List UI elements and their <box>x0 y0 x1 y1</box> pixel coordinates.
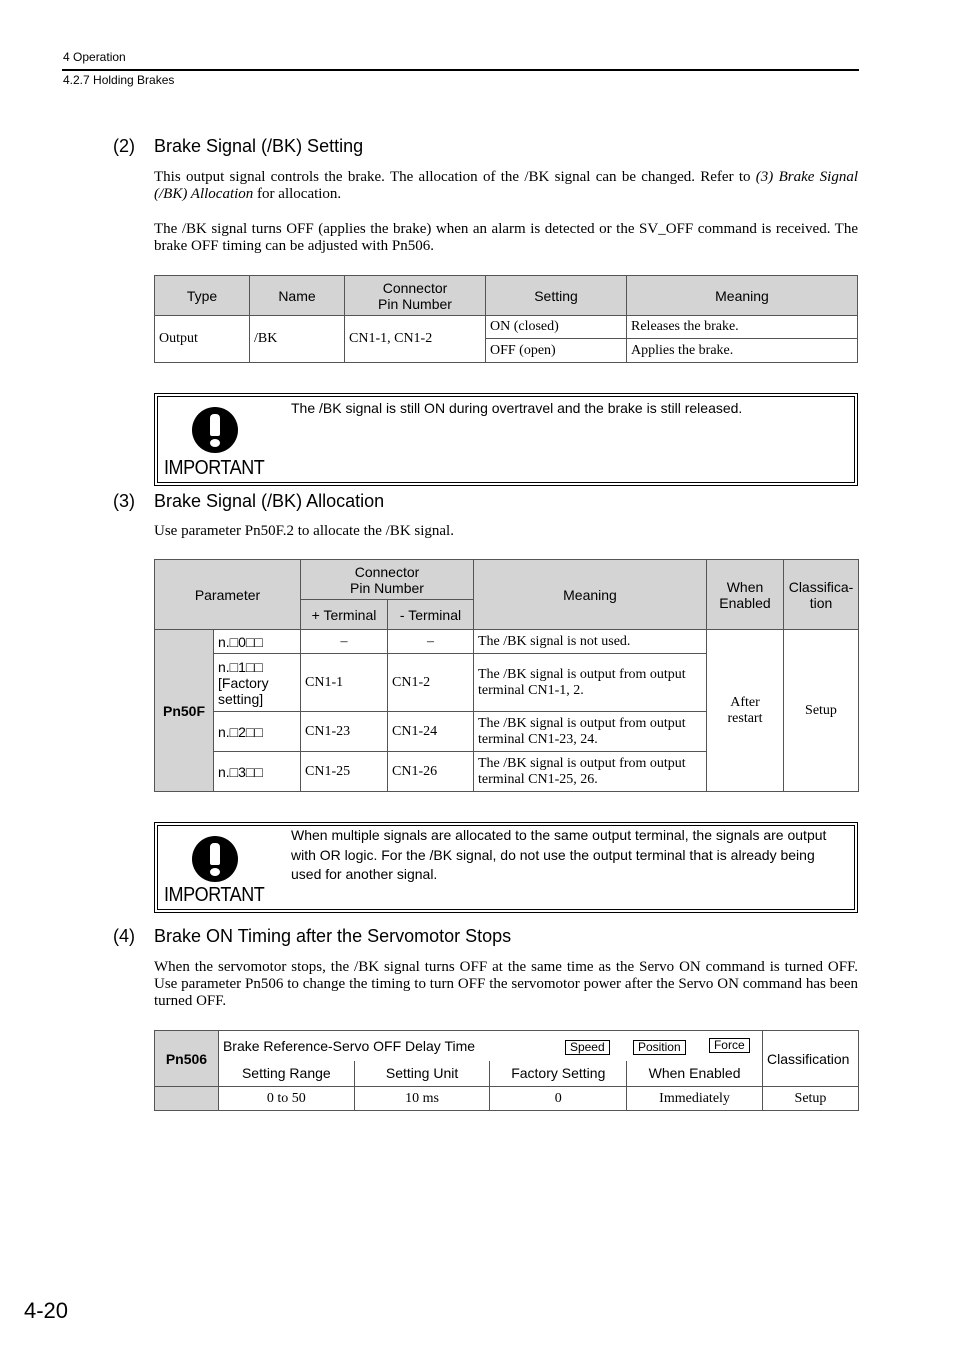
row-2-value: n.□2□□ <box>214 712 301 752</box>
cell-setting-unit: 10 ms <box>354 1087 490 1111</box>
section-3-number: (3) <box>113 491 135 511</box>
cell-meaning-off: Applies the brake. <box>627 339 858 363</box>
cell-name: /BK <box>250 316 345 363</box>
param-name: Brake Reference-Servo OFF Delay Time <box>222 1037 476 1054</box>
bk-signal-table <box>154 275 858 363</box>
section-3-heading <box>113 491 813 513</box>
param-pn506: Pn506 <box>155 1031 219 1087</box>
header-name: Name <box>250 276 345 316</box>
row-1-meaning: The /BK signal is output from output terminal CN1-1, 2. <box>474 654 707 712</box>
header-classification: Classification <box>762 1031 858 1087</box>
header-connector: Connector Pin Number <box>301 560 474 600</box>
row-2-plus: CN1-23 <box>301 712 388 752</box>
header-connector: Connector Pin Number <box>345 276 486 316</box>
cell-when-enabled: After restart <box>707 630 784 792</box>
cell-setting-on: ON (closed) <box>486 316 627 339</box>
row-0-plus: – <box>301 630 388 654</box>
header-parameter: Parameter <box>155 560 301 630</box>
position-tag: Position <box>633 1040 686 1055</box>
cell-setting-off: OFF (open) <box>486 339 627 363</box>
force-tag: Force <box>709 1038 750 1053</box>
important-label: IMPORTANT <box>164 884 265 906</box>
cell-when-enabled: Immediately <box>627 1087 763 1111</box>
section-header: 4.2.7 Holding Brakes <box>63 73 175 87</box>
header-setting-unit: Setting Unit <box>354 1061 490 1087</box>
section-3-title: Brake Signal (/BK) Allocation <box>154 491 385 511</box>
header-when-enabled: When Enabled <box>627 1061 763 1087</box>
row-0-minus: – <box>388 630 474 654</box>
chapter-header: 4 Operation <box>63 50 126 64</box>
row-3-minus: CN1-26 <box>388 752 474 792</box>
header-setting: Setting <box>486 276 627 316</box>
section-2-paragraph-2: The /BK signal turns OFF (applies the brake) when an alarm is detected or the SV_OFF command is received. The brake OFF timing can be adjusted with Pn506. <box>154 221 858 254</box>
param-pn50f: Pn50F <box>155 630 214 792</box>
section-4-paragraph: When the servomotor stops, the /BK signal turns OFF at the same time as the Servo ON command is turned OFF. Use parameter Pn506 to change the timing to turn OFF the servomotor power after the Servo ON command has been turned OFF. <box>154 959 858 1009</box>
exclamation-icon <box>192 836 238 882</box>
row-3-value: n.□3□□ <box>214 752 301 792</box>
speed-tag: Speed <box>565 1040 610 1055</box>
header-type: Type <box>155 276 250 316</box>
cell-classification: Setup <box>784 630 859 792</box>
header-classification: Classifica- tion <box>784 560 859 630</box>
section-4-heading <box>113 926 813 948</box>
row-1-plus: CN1-1 <box>301 654 388 712</box>
section-2-title: Brake Signal (/BK) Setting <box>154 136 364 156</box>
allocation-table <box>154 559 859 792</box>
header-when-enabled: When Enabled <box>707 560 784 630</box>
section-2-paragraph-1: This output signal controls the brake. The allocation of the /BK signal can be changed. Refer to (3) Brake Signal (/BK) Allocation for allocation. <box>154 169 858 202</box>
exclamation-icon <box>192 407 238 453</box>
row-1-minus: CN1-2 <box>388 654 474 712</box>
param-cell-continued <box>155 1087 219 1111</box>
row-0-meaning: The /BK signal is not used. <box>474 630 707 654</box>
section-4-title: Brake ON Timing after the Servomotor Stops <box>154 926 512 946</box>
header-meaning: Meaning <box>474 560 707 630</box>
note-1-text: The /BK signal is still ON during overtravel and the brake is still released. <box>291 400 743 416</box>
header-plus-terminal: + Terminal <box>301 600 388 630</box>
header-meaning: Meaning <box>627 276 858 316</box>
cell-meaning-on: Releases the brake. <box>627 316 858 339</box>
section-4-number: (4) <box>113 926 135 946</box>
section-3-paragraph: Use parameter Pn50F.2 to allocate the /BK signal. <box>154 523 454 539</box>
header-minus-terminal: - Terminal <box>388 600 474 630</box>
cell-classification: Setup <box>762 1087 858 1111</box>
row-1-value: n.□1□□ [Factory setting] <box>214 654 301 712</box>
page-number: 4-20 <box>24 1298 69 1323</box>
important-note-1 <box>154 393 858 486</box>
important-label: IMPORTANT <box>164 457 265 479</box>
section-2-heading <box>113 136 813 158</box>
cell-pins: CN1-1, CN1-2 <box>345 316 486 363</box>
row-2-minus: CN1-24 <box>388 712 474 752</box>
param-name-cell <box>218 1031 762 1061</box>
row-2-meaning: The /BK signal is output from output terminal CN1-23, 24. <box>474 712 707 752</box>
header-rule <box>62 69 859 71</box>
cell-factory-setting: 0 <box>490 1087 627 1111</box>
header-setting-range: Setting Range <box>218 1061 354 1087</box>
header-factory-setting: Factory Setting <box>490 1061 627 1087</box>
pn506-table <box>154 1030 859 1111</box>
row-3-meaning: The /BK signal is output from output terminal CN1-25, 26. <box>474 752 707 792</box>
important-note-2 <box>154 822 858 913</box>
cell-type: Output <box>155 316 250 363</box>
row-0-value: n.□0□□ <box>214 630 301 654</box>
note-2-text: When multiple signals are allocated to the same output terminal, the signals are output with OR logic. For the /BK signal, do not use the output terminal that is already being used for another signal. <box>291 827 827 882</box>
cell-setting-range: 0 to 50 <box>218 1087 354 1111</box>
row-3-plus: CN1-25 <box>301 752 388 792</box>
section-2-number: (2) <box>113 136 135 156</box>
cross-reference: (3) Brake Signal (/BK) Allocation <box>154 169 858 202</box>
